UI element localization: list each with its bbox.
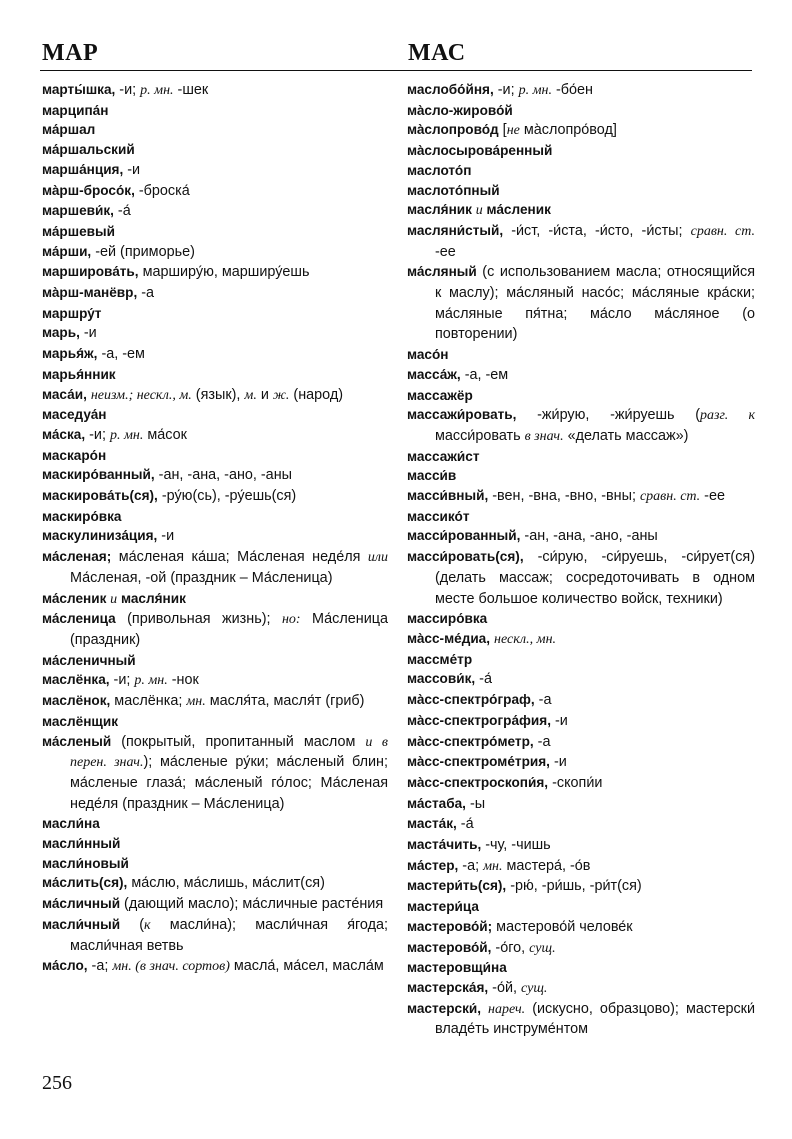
grammar-label: и [110, 591, 118, 607]
entry-text: ( [120, 916, 145, 933]
running-head-left: МАР [42, 40, 99, 66]
grammar-label: ж. [272, 387, 290, 403]
dictionary-entry [42, 425, 388, 446]
dictionary-entry [407, 690, 755, 711]
dictionary-entry [407, 669, 755, 690]
entry-text: -скопи́и [548, 774, 603, 791]
grammar-label: р. мн. [134, 673, 168, 689]
dictionary-entry [42, 854, 388, 874]
dictionary-entry [407, 978, 755, 999]
dictionary-entry [407, 609, 755, 629]
entry-text: -а [534, 692, 552, 709]
right-column [407, 80, 755, 1040]
running-head-right: МАС [408, 40, 466, 66]
entry-text: -ы [465, 795, 486, 812]
entry-text: ма́слю, ма́слишь, ма́слит(ся) [127, 875, 325, 892]
headword: мастеровщи́на [407, 960, 507, 976]
dictionary-entry [42, 385, 388, 406]
entry-text: мастера́, -о́в [502, 857, 591, 874]
entry-text: -нок [167, 672, 199, 689]
grammar-label: сущ. [529, 940, 556, 956]
dictionary-entry [407, 200, 755, 221]
dictionary-entry [407, 526, 755, 547]
dictionary-entry [42, 651, 388, 671]
grammar-label: м. [244, 387, 257, 403]
dictionary-entry [42, 894, 388, 915]
headword: маста́чить, [407, 837, 482, 853]
entry-text: -о́го, [491, 939, 530, 956]
headword: маскулиниза́ция, [42, 528, 158, 544]
entry-text: -и́ст, -и́ста, -и́сто, -и́сты; [503, 222, 691, 239]
headword: маслёнка, [42, 672, 110, 688]
entry-text: масси́ровать [435, 427, 525, 444]
dictionary-entry [407, 938, 755, 959]
headword: ма̀рш-манёвр, [42, 285, 138, 301]
headword: ма̀сс-спектро́метр, [407, 733, 534, 749]
dictionary-entry [42, 405, 388, 425]
entry-text: -и [79, 325, 97, 342]
grammar-label: мн. [483, 858, 503, 874]
entry-text: -и [157, 528, 175, 545]
headword: ма̀сс-ме́диа, [407, 630, 491, 646]
headword: массме́тр [407, 651, 473, 667]
headword: масо́н [407, 347, 449, 363]
headword: массиро́вка [407, 611, 488, 627]
dictionary-entry [407, 181, 755, 201]
dictionary-entry [42, 80, 388, 101]
dictionary-entry [407, 141, 755, 161]
dictionary-entry [407, 732, 755, 753]
dictionary-entry [42, 670, 388, 691]
headword: масси́рованный, [407, 528, 521, 544]
entry-text: -ан, -ана, -ано, -аны [520, 528, 658, 545]
headword: массико́т [407, 508, 470, 524]
entry-text: (народ) [289, 386, 344, 403]
entry-text: марширу́ю, марширу́ешь [138, 264, 310, 281]
grammar-label: не [506, 123, 520, 139]
headword: ма̀сс-спектроме́трия, [407, 754, 550, 770]
dictionary-entry [407, 345, 755, 365]
headword: ма́сленый [42, 733, 112, 749]
headword: маслото́п [407, 162, 472, 178]
dictionary-entry [42, 486, 388, 507]
grammar-label: разг. к [700, 408, 755, 424]
dictionary-entry [407, 447, 755, 467]
headword: ма̀слопрово́д [407, 122, 499, 138]
entry-text: масли́на); масли́чная я́года; масли́чная ветвь [70, 916, 389, 954]
entry-text: -и [123, 161, 141, 178]
entry-text: [ [498, 122, 507, 139]
headword: масси́ровать(ся), [407, 549, 524, 565]
dictionary-entry [407, 120, 755, 141]
entry-text [481, 1001, 488, 1017]
headword: маскиро́вка [42, 508, 122, 524]
dictionary-entry [407, 547, 755, 609]
headword: ма́сленичный [42, 652, 136, 668]
entry-text: -о́й, [488, 979, 521, 996]
entry-text: Ма́сленица (праздник) [70, 611, 388, 648]
grammar-label: в знач. [524, 428, 564, 444]
grammar-label: р. мн. [140, 83, 174, 98]
dictionary-entry [42, 873, 388, 894]
grammar-label: неизм.; нескл., м. [90, 387, 192, 403]
dictionary-entry [42, 160, 388, 181]
dictionary-entry [42, 344, 388, 365]
headword: ма́ска, [42, 426, 86, 442]
entry-text: -си́рую, -си́руешь, -си́рует(ся) (делать массаж; сосредоточивать в одном месте большое количество войск, техники) [435, 549, 755, 607]
dictionary-entry [42, 814, 388, 834]
dictionary-entry [407, 466, 755, 486]
entry-text: -а, -ем [460, 366, 509, 383]
headword: масли́новый [42, 855, 129, 871]
dictionary-entry [407, 958, 755, 978]
headword: ма́сло, [42, 958, 88, 974]
grammar-label: и в перен. знач. [70, 734, 388, 771]
headword: мастерска́я, [407, 979, 489, 995]
headword: масля́ник [407, 202, 476, 218]
entry-text: (дающий масло); ма́сличные расте́ния [120, 896, 384, 913]
headword: маседуа́н [42, 407, 107, 423]
headword: ма́ршальский [42, 142, 135, 158]
entry-text: -и; [85, 426, 110, 443]
dictionary-entry [42, 732, 388, 815]
headword: маслото́пный [407, 182, 500, 198]
entry-text: -ей (приморье) [91, 243, 195, 260]
headword: марья́нник [42, 366, 116, 382]
headword: маскаро́н [42, 447, 107, 463]
dictionary-entry [42, 915, 388, 956]
dictionary-entry [42, 465, 388, 486]
headword: ма̀сло-жирово́й [407, 102, 513, 118]
grammar-label: сравн. ст. [690, 223, 756, 239]
dictionary-entry [42, 691, 388, 712]
dictionary-entry [407, 650, 755, 670]
dictionary-entry [42, 446, 388, 466]
dictionary-entry [407, 507, 755, 527]
entry-text: -ее [700, 488, 725, 505]
headword: ма̀слосырова́ренный [407, 143, 553, 159]
entry-text: масла́, ма́сел, масла́м [229, 958, 384, 975]
entry-text: -жи́рую, -жи́руешь ( [516, 407, 700, 424]
headword: ма́сличный [42, 896, 121, 912]
headword: маскирова́ть(ся), [42, 488, 158, 504]
entry-text: «делать массаж») [563, 427, 689, 444]
entry-text: -ан, -ана, -ано, -аны [154, 467, 292, 484]
grammar-label: сравн. ст. [639, 489, 701, 505]
grammar-label: нескл., мн. [494, 631, 557, 647]
headword: мастерово́й, [407, 939, 492, 955]
dictionary-entry [407, 161, 755, 181]
entry-text: -и; [115, 82, 141, 98]
headword: ма́слить(ся), [42, 875, 128, 891]
headword: марша́нция, [42, 161, 124, 177]
entry-text: -а; [458, 857, 484, 874]
entry-text: (привольная жизнь); [115, 611, 282, 628]
dictionary-entry [407, 876, 755, 897]
entry-text: -чу, -чишь [481, 837, 551, 854]
grammar-label: или [367, 550, 388, 566]
dictionary-entry [42, 101, 388, 121]
entry-text: ); ма́сленые ру́ки; ма́сленый блин; ма́сленые глаза́; ма́сленый го́лос; Ма́сленая неде́ля (праздник – Ма́сленица) [70, 754, 388, 812]
dictionary-entry [42, 323, 388, 344]
entry-text: -рю́, -ри́шь, -ри́т(ся) [506, 878, 642, 895]
entry-text: ма́сленая ка́ша; Ма́сленая неде́ля [111, 549, 368, 566]
headword: ма́сленик [42, 590, 111, 606]
grammar-label: сущ. [521, 980, 548, 996]
headword: масляни́стый, [407, 222, 504, 238]
grammar-label: к [144, 917, 151, 933]
dictionary-entry [42, 956, 388, 977]
dictionary-entry [42, 201, 388, 222]
entry-text: -бо́ен [551, 82, 593, 98]
entry-text: (искусно, образцово); мастерски́ владе́ть инструме́нтом [435, 1000, 755, 1038]
dictionary-entry [407, 221, 755, 262]
headword: ма̀сс-спектрогра́фия, [407, 712, 551, 728]
headword: массови́к, [407, 671, 476, 687]
headword: ма́ршевый [42, 223, 115, 239]
entry-text: -и; [109, 672, 135, 689]
entry-text: Ма́сленая, -ой (праздник – Ма́сленица) [70, 569, 333, 586]
entry-text: -и [550, 712, 568, 729]
headword: мастерски́, [407, 1000, 482, 1016]
headword: маса́и, [42, 386, 87, 402]
headword: маршру́т [42, 305, 102, 321]
dictionary-entry [407, 856, 755, 877]
dictionary-entry [42, 834, 388, 854]
headword: маслобо́йня, [407, 82, 494, 97]
entry-text: (с использованием масла; относящийся к маслу); ма́сляный насо́с; ма́сляные кра́ски; ма́сляные пя́тна; ма́сло ма́сляное (о повторении) [435, 264, 755, 343]
headword: ма̀сс-спектро́граф, [407, 692, 535, 708]
dictionary-entry [42, 365, 388, 385]
dictionary-entry [42, 547, 388, 588]
dictionary-entry [407, 917, 755, 938]
headword: масса́ж, [407, 366, 461, 382]
dictionary-entry [42, 140, 388, 160]
entry-text: (покрытый, пропитанный маслом [111, 733, 366, 750]
entry-text: -а, -ем [97, 346, 145, 363]
headword: ма́сленая; [42, 549, 112, 565]
headword: ма́стер, [407, 857, 459, 873]
dictionary-entry [42, 712, 388, 732]
headword: маскиро́ванный, [42, 467, 155, 483]
headword: ма́сляный [407, 264, 477, 280]
dictionary-entry [407, 262, 755, 345]
entry-text: -ру́ю(сь), -ру́ешь(ся) [157, 488, 297, 505]
entry-text: -а́ [456, 816, 474, 833]
headword: ма́стаба, [407, 795, 466, 811]
headword: марь, [42, 325, 80, 341]
entry-text: -вен, -вна, -вно, -вны; [488, 488, 640, 505]
dictionary-entry [407, 386, 755, 406]
headword: ма̀рш-бросо́к, [42, 182, 135, 198]
headword: мастери́ть(ся), [407, 878, 507, 894]
headword: масли́на [42, 816, 100, 832]
dictionary-entry [407, 794, 755, 815]
entry-text: -а; [87, 958, 113, 975]
grammar-label: и [475, 203, 483, 219]
dictionary-entry [42, 242, 388, 263]
entry-text: -а [137, 285, 155, 302]
dictionary-entry [407, 405, 755, 446]
dictionary-entry [42, 609, 388, 650]
entry-text: ма́сок [143, 426, 187, 443]
headword: маршеви́к, [42, 203, 114, 219]
headword: масли́нный [42, 836, 121, 852]
dictionary-entry [42, 181, 388, 202]
entry-text: и [256, 386, 273, 403]
dictionary-entry [407, 711, 755, 732]
headword: массажёр [407, 387, 473, 403]
dictionary-entry [407, 999, 755, 1040]
headword: марширова́ть, [42, 264, 139, 280]
dictionary-entry [42, 283, 388, 304]
entry-text: (язык), [191, 386, 245, 403]
headword: маслёнщик [42, 713, 119, 729]
page-number: 256 [42, 1072, 72, 1094]
headword: ма́ршал [42, 122, 96, 138]
dictionary-entry [42, 304, 388, 324]
headword: ма́рши, [42, 243, 92, 259]
headword: марты́шка, [42, 82, 116, 97]
headword: масси́в [407, 468, 457, 484]
headword: массажи́ровать, [407, 407, 517, 423]
entry-text: -и; [493, 82, 519, 98]
grammar-label: р. мн. [109, 427, 144, 443]
header-rule [40, 70, 752, 71]
dictionary-entry [407, 80, 755, 101]
dictionary-entry [42, 262, 388, 283]
entry-text: маслёнка; [110, 693, 187, 710]
headword: марципа́н [42, 102, 109, 118]
dictionary-entry [407, 835, 755, 856]
headword: ма̀сс-спектроскопи́я, [407, 774, 549, 790]
dictionary-entry [42, 507, 388, 527]
left-column [42, 80, 388, 977]
headword: масли́чный [42, 916, 121, 932]
dictionary-entry [407, 486, 755, 507]
grammar-label: нареч. [488, 1001, 526, 1017]
dictionary-entry [407, 752, 755, 773]
entry-text: -броска́ [134, 182, 190, 199]
entry-text: мастерово́й челове́к [492, 918, 633, 935]
headword: ма́сленица [42, 611, 116, 627]
headword: мастерово́й; [407, 918, 493, 934]
dictionary-entry [42, 589, 388, 610]
entry-text: масля́та, масля́т (гриб) [205, 693, 365, 710]
headword: массажи́ст [407, 448, 480, 464]
grammar-label: мн. [186, 694, 206, 710]
dictionary-entry [407, 814, 755, 835]
grammar-label: р. мн. [518, 83, 552, 98]
entry-text: ма̀слопро́вод] [519, 122, 617, 139]
headword: марья́ж, [42, 346, 98, 362]
dictionary-entry [407, 629, 755, 650]
headword: маслёнок, [42, 693, 111, 709]
headword: масля́ник [117, 590, 186, 606]
dictionary-entry [42, 120, 388, 140]
headword: ма́сленик [482, 202, 551, 218]
headword: маста́к, [407, 816, 457, 832]
dictionary-entry [42, 222, 388, 242]
dictionary-entry [407, 773, 755, 794]
entry-text: -шек [173, 82, 209, 98]
dictionary-entry [407, 101, 755, 121]
headword: масси́вный, [407, 488, 489, 504]
dictionary-entry [407, 897, 755, 917]
entry-text: -а́ [475, 671, 492, 688]
dictionary-entry [42, 526, 388, 547]
dictionary-entry [407, 365, 755, 386]
entry-text: -и [549, 754, 567, 771]
entry-text: -а [533, 733, 551, 750]
entry-text: -а́ [113, 203, 131, 220]
grammar-label: мн. (в знач. сортов) [112, 959, 230, 975]
headword: мастери́ца [407, 899, 479, 915]
entry-text: -ее [435, 243, 456, 260]
grammar-label: но: [281, 612, 301, 628]
